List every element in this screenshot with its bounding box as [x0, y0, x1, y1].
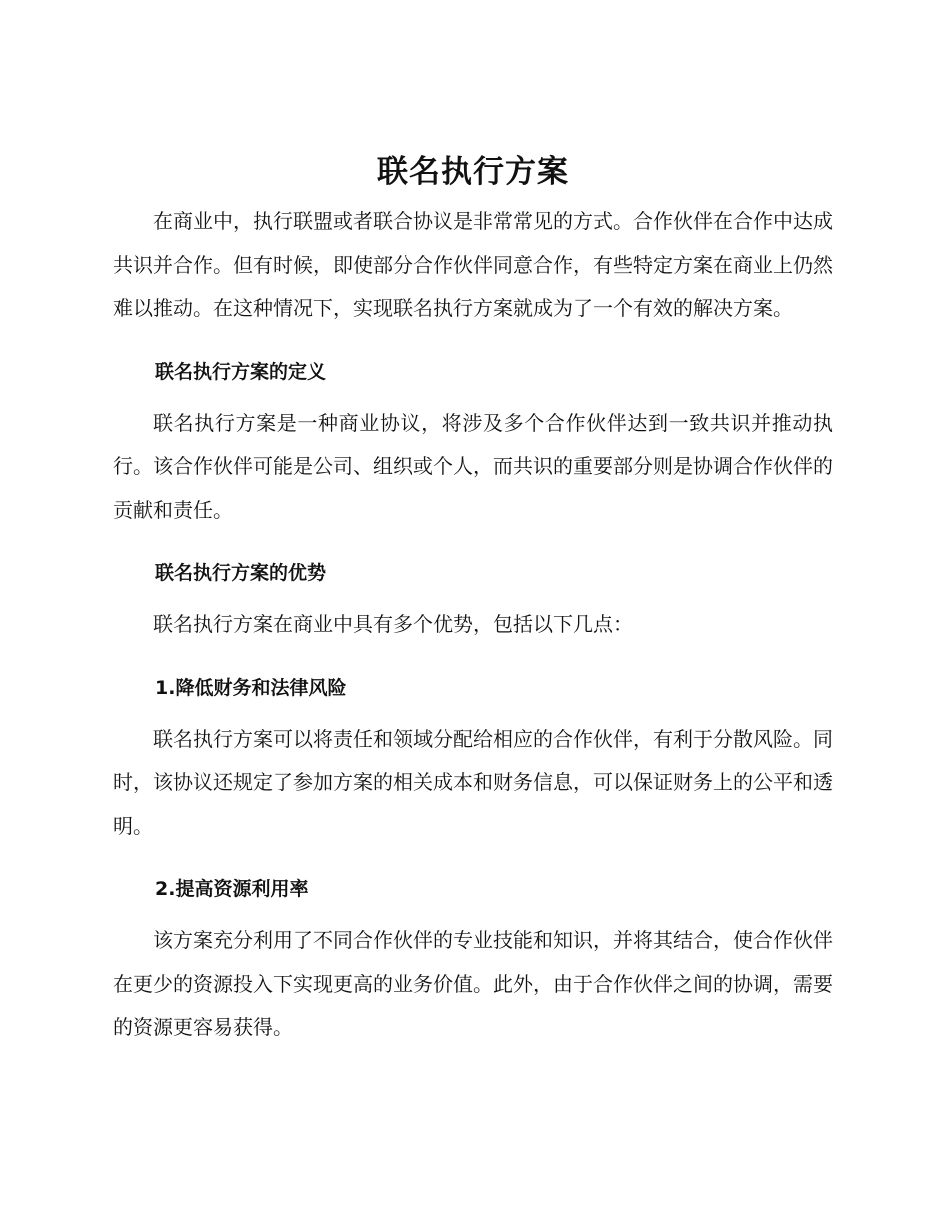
section-heading-definition: 联名执行方案的定义 [155, 360, 327, 383]
section-body-reduce-risk: 联名执行方案可以将责任和领域分配给相应的合作伙伴，有利于分散风险。同时，该协议还规定了参加方案的相关成本和财务信息，可以保证财务上的公平和透明。 [113, 726, 833, 838]
section-heading-reduce-risk: 1.降低财务和法律风险 [155, 676, 347, 699]
section-body-advantages: 联名执行方案在商业中具有多个优势，包括以下几点： [153, 612, 633, 636]
document-title: 联名执行方案 [377, 154, 569, 190]
section-heading-advantages: 联名执行方案的优势 [155, 562, 327, 584]
section-body-resource-utilization: 该方案充分利用了不同合作伙伴的专业技能和知识，并将其结合，使合作伙伴在更少的资源投入下实现更高的业务价值。此外，由于合作伙伴之间的协调，需要的资源更容易获得。 [113, 928, 833, 1039]
intro-paragraph: 在商业中，执行联盟或者联合协议是非常常见的方式。合作伙伴在合作中达成共识并合作。但有时候，即使部分合作伙伴同意合作，有些特定方案在商业上仍然难以推动。在这种情况下，实现联名执行方案就成为了一个有效的解决方案。 [113, 209, 833, 320]
document-page [113, 150, 833, 1050]
section-body-definition: 联名执行方案是一种商业协议，将涉及多个合作伙伴达到一致共识并推动执行。该合作伙伴可能是公司、组织或个人，而共识的重要部分则是协调合作伙伴的贡献和责任。 [113, 410, 833, 522]
section-heading-resource-utilization: 2.提高资源利用率 [155, 878, 309, 900]
